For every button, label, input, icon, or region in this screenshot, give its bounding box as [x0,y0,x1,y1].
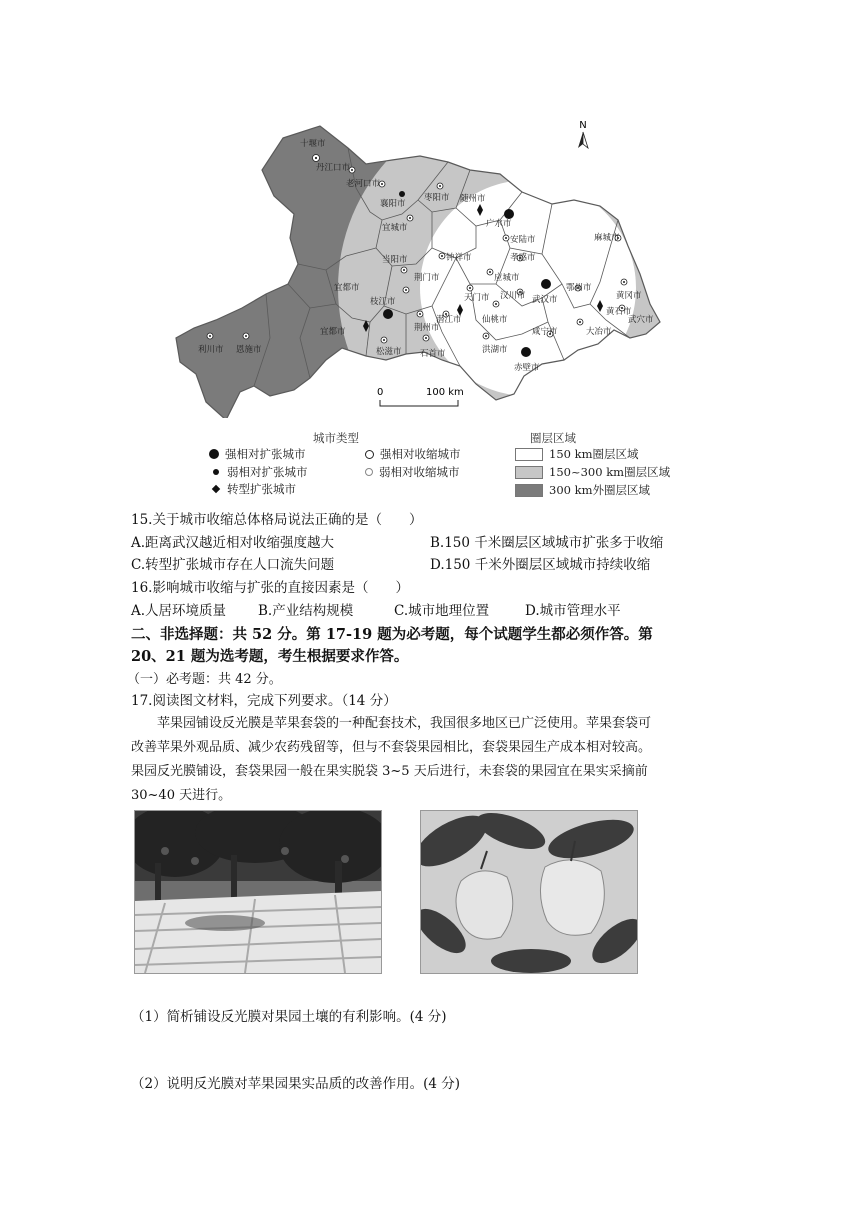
q16-option-d: D.城市管理水平 [525,603,621,619]
city-label: 钟祥市 [446,253,472,263]
q15-option-d: D.150 千米外圈层区域城市持续收缩 [430,557,651,573]
city-label: 仙桃市 [482,315,508,325]
city-label: 恩施市 [236,345,262,355]
city-label: 当阳市 [382,255,408,265]
legend-strong-expand-label: 强相对扩张城市 [225,447,306,461]
city-label: 孝感市 [510,253,536,263]
q17-sub1: （1）简析铺设反光膜对果园土壤的有利影响。(4 分) [131,1009,447,1025]
city-label: 利川市 [198,345,224,355]
ring-150-swatch [515,448,543,461]
city-label: 黄冈市 [616,291,642,301]
city-label: 汉川市 [500,291,526,301]
city-label: 洪湖市 [482,345,508,355]
legend-ring-150-label: 150 km圈层区域 [549,447,639,461]
hubei-city-map [170,108,690,418]
q17-para-line: 改善苹果外观品质、减少农药残留等，但与不套袋果园相比，套袋果园生产成本相对较高。 [131,740,652,755]
section2-sub: （一）必考题：共 42 分。 [127,672,282,687]
scale-km-label: 100 km [426,387,464,398]
q17-para-line: 30~40 天进行。 [131,788,232,803]
city-label: 天门市 [464,293,490,303]
north-arrow-icon [578,120,588,148]
scale-zero-label: 0 [377,387,384,398]
city-label: 广水市 [486,219,512,229]
legend-ring-300 [515,482,650,498]
legend-transform-expand [211,481,296,497]
q17-sub2: （2）说明反光膜对苹果园果实品质的改善作用。(4 分) [131,1076,461,1092]
legend-ring-150-300 [515,464,670,480]
city-label: 枝江市 [370,297,396,307]
city-label: 麻城市 [594,233,620,243]
city-label: 潜江市 [436,315,462,325]
q16-option-c: C.城市地理位置 [394,603,490,619]
q17-para-line: 苹果园铺设反光膜是苹果套袋的一种配套技术，我国很多地区已广泛使用。苹果套袋可 [131,716,652,731]
city-label: 应城市 [494,273,520,283]
legend-ring-150-300-label: 150~300 km圈层区域 [549,465,671,479]
weak-expand-icon [213,469,219,475]
city-label: 宜城市 [382,223,408,233]
ring-150-300-swatch [515,466,543,479]
q15-stem: 15.关于城市收缩总体格局说法正确的是（ ） [131,512,423,528]
city-label: 荆门市 [414,273,440,283]
orchard-reflective-film-photo [134,810,382,974]
legend-strong-expand [209,446,306,462]
city-label: 随州市 [460,194,486,204]
q16-option-b: B.产业结构规模 [258,603,354,619]
legend-ring-300-label: 300 km外圈层区域 [549,483,650,497]
legend-strong-shrink [365,446,461,462]
city-label: 黄石市 [606,307,632,317]
city-label: 宜都市 [334,283,360,293]
q15-option-c: C.转型扩张城市存在人口流失问题 [131,557,335,573]
city-label: 鄂州市 [566,283,592,293]
city-label: 大冶市 [586,327,612,337]
city-label: 武汉市 [532,295,558,305]
strong-expand-marker [504,209,514,219]
city-label: 武穴市 [628,315,654,325]
city-label: 丹江口市 [316,163,351,173]
city-label: 十堰市 [300,139,326,149]
q15-option-b: B.150 千米圈层区域城市扩张多于收缩 [430,535,664,551]
city-label: 枣阳市 [424,193,450,203]
map-svg [170,108,690,418]
section2-heading-line2: 20、21 题为选考题，考生根据要求作答。 [131,648,409,665]
city-label: 老河口市 [346,179,381,189]
city-label: 松滋市 [376,347,402,357]
strong-expand-icon [209,449,219,459]
strong-shrink-icon [365,450,374,459]
legend-ring-title: 圈层区域 [530,431,576,445]
legend-weak-expand-label: 弱相对扩张城市 [227,465,308,479]
weak-shrink-icon [365,468,373,476]
scale-bar [377,387,464,406]
city-label: 咸宁市 [532,327,558,337]
legend-weak-expand [211,464,308,480]
ring-300-swatch [515,484,543,497]
legend-type-title: 城市类型 [313,431,359,445]
diamond-icon [212,485,220,493]
q17-material [131,712,731,808]
strong-expand-marker [541,279,551,289]
q16-option-a: A.人居环境质量 [131,603,227,619]
q15-option-a: A.距离武汉越近相对收缩强度越大 [131,535,335,551]
city-label: 宜都市 [320,327,346,337]
q17-para-line: 果园反光膜铺设，套袋果园一般在果实脱袋 3~5 天后进行，未套袋的果园宜在果实采摘前 [131,764,648,779]
legend-transform-expand-label: 转型扩张城市 [227,482,296,496]
legend-ring-150 [515,446,638,462]
city-label: 襄阳市 [380,199,406,209]
q16-stem: 16.影响城市收缩与扩张的直接因素是（ ） [131,580,409,596]
legend-weak-shrink-label: 弱相对收缩城市 [379,465,460,479]
city-label: 荆州市 [414,323,440,333]
strong-expand-marker [383,309,393,319]
city-label: 赤壁市 [514,363,540,373]
section2-heading-line1: 二、非选择题：共 52 分。第 17-19 题为必考题，每个试题学生都必须作答。第 [131,626,653,643]
strong-expand-marker [521,347,531,357]
legend-strong-shrink-label: 强相对收缩城市 [380,447,461,461]
legend-weak-shrink [365,464,460,480]
bagged-apple-photo [420,810,638,974]
weak-expand-marker [399,191,405,197]
north-label: N [579,120,587,131]
city-label: 安陆市 [510,235,536,245]
city-label: 石首市 [420,349,446,359]
q17-stem: 17.阅读图文材料，完成下列要求。（14 分） [131,693,397,709]
